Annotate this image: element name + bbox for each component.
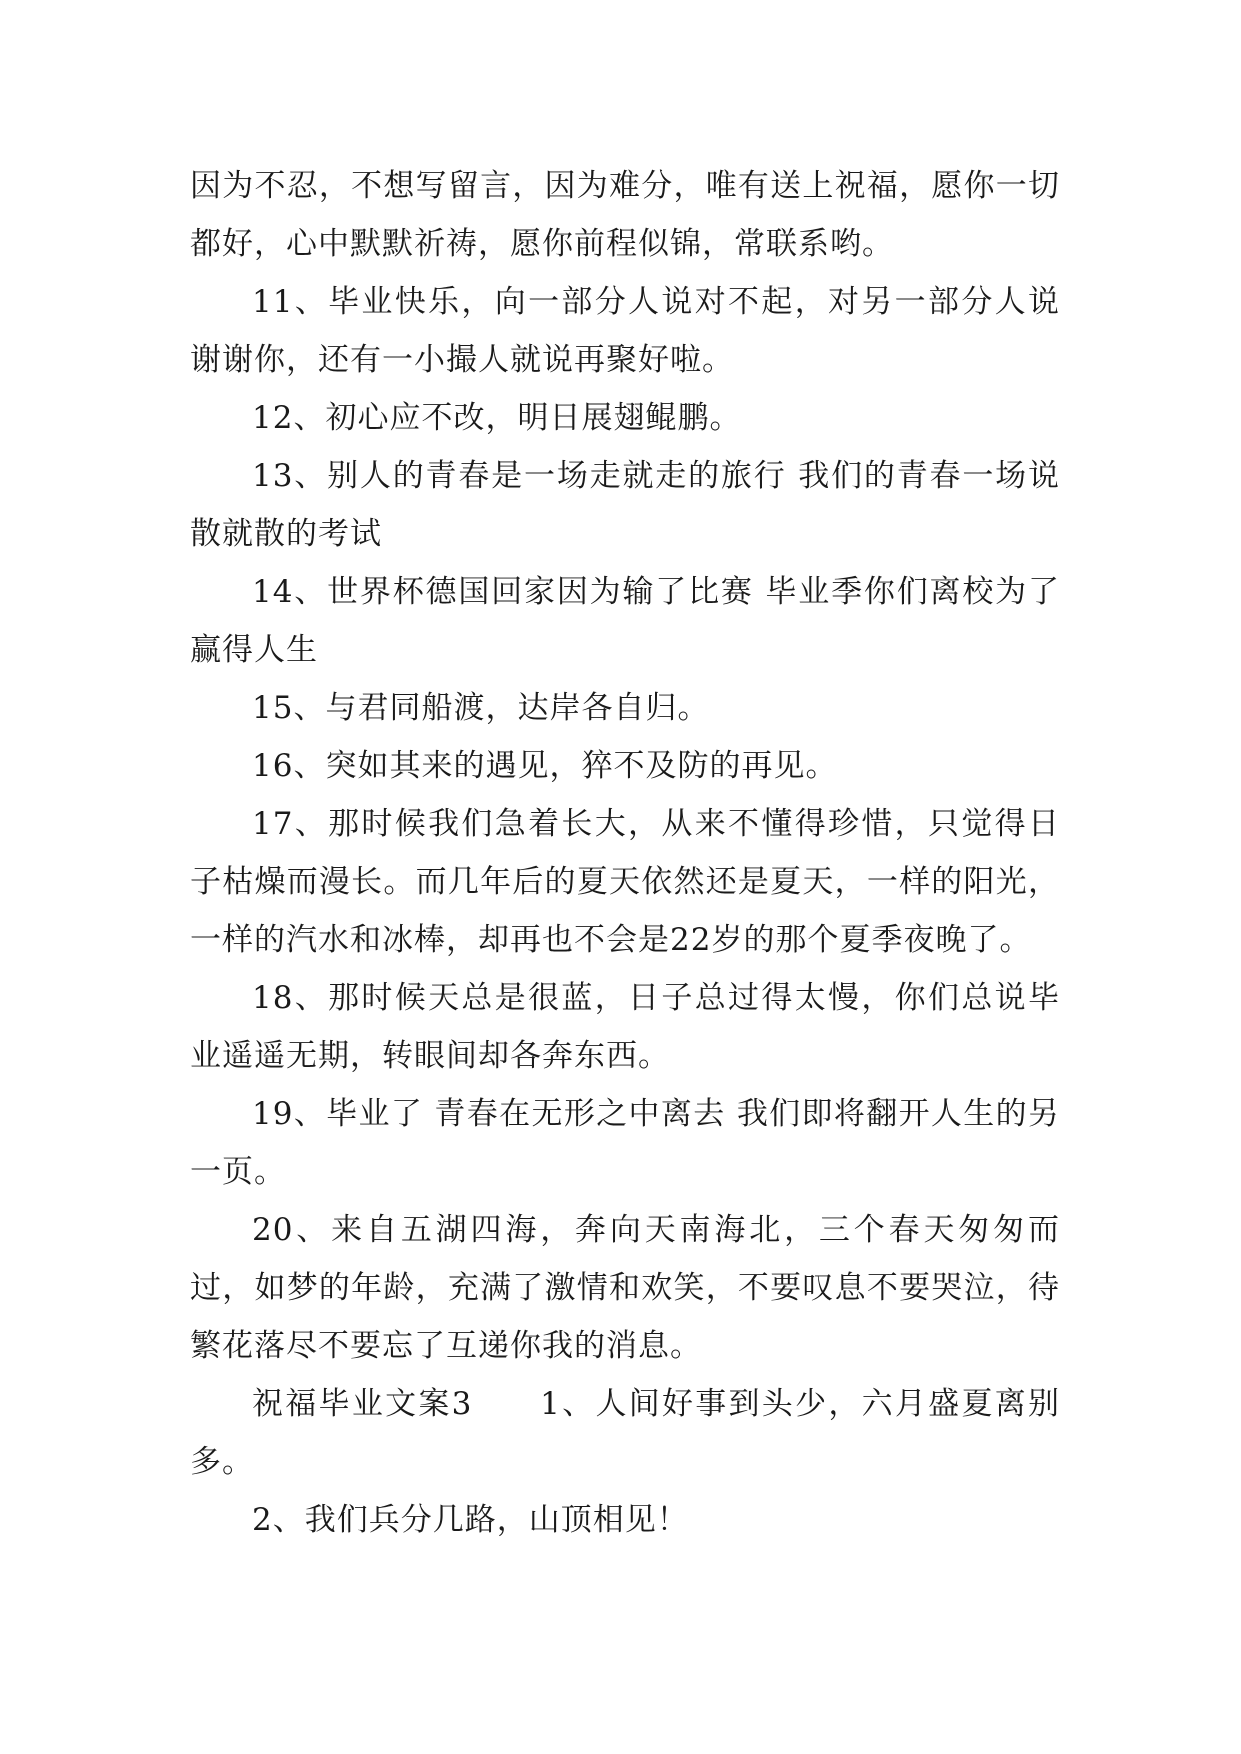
paragraph-12: 2、我们兵分几路，山顶相见！ [252, 1502, 689, 1538]
paragraph-9: 19、毕业了 青春在无形之中离去 我们即将翻开人生的另一页。 [190, 1096, 1060, 1190]
paragraph-3: 13、别人的青春是一场走就走的旅行 我们的青春一场说散就散的考试 [190, 458, 1060, 552]
paragraph-6: 16、突如其来的遇见，猝不及防的再见。 [252, 748, 838, 784]
document-body [190, 157, 1060, 1549]
section-heading-paragraph: 祝福毕业文案3 1、人间好事到头少，六月盛夏离别多。 [190, 1386, 1060, 1480]
paragraph-5: 15、与君同船渡，达岸各自归。 [252, 690, 710, 726]
paragraph-4: 14、世界杯德国回家因为输了比赛 毕业季你们离校为了赢得人生 [190, 574, 1060, 668]
paragraph-10: 20、来自五湖四海，奔向天南海北，三个春天匆匆而过，如梦的年龄，充满了激情和欢笑，不要叹息不要哭泣，待繁花落尽不要忘了互递你我的消息。 [190, 1212, 1060, 1364]
paragraph-2: 12、初心应不改，明日展翅鲲鹏。 [252, 400, 742, 436]
paragraph-8: 18、那时候天总是很蓝，日子总过得太慢，你们总说毕业遥遥无期，转眼间却各奔东西。 [190, 980, 1060, 1074]
paragraph-1: 11、毕业快乐，向一部分人说对不起，对另一部分人说谢谢你，还有一小撮人就说再聚好啦。 [190, 284, 1060, 378]
paragraph-0: 因为不忍，不想写留言，因为难分，唯有送上祝福，愿你一切都好，心中默默祈祷，愿你前程似锦，常联系哟。 [190, 168, 1060, 262]
paragraph-7: 17、那时候我们急着长大，从来不懂得珍惜，只觉得日子枯燥而漫长。而几年后的夏天依然还是夏天，一样的阳光，一样的汽水和冰棒，却再也不会是22岁的那个夏季夜晚了。 [190, 806, 1060, 958]
